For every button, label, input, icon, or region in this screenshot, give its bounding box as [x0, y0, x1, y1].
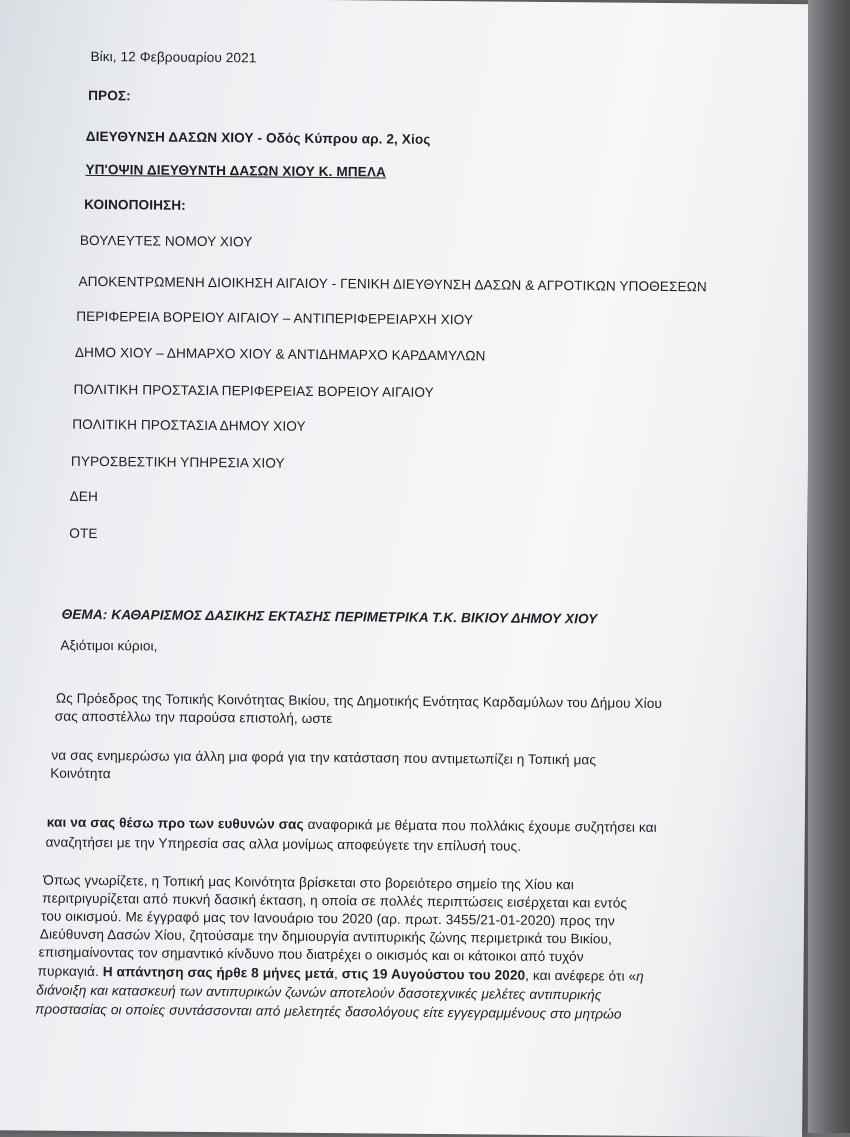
background-edge [808, 0, 850, 1133]
cc-item: ΔΕΗ [69, 488, 98, 505]
cc-item: ΠΥΡΟΣΒΕΣΤΙΚΗ ΥΠΗΡΕΣΙΑ ΧΙΟΥ [70, 453, 285, 471]
paragraph-line [47, 815, 657, 835]
to-label: ΠΡΟΣ: [88, 87, 131, 104]
paragraph-line: του οικισμού. Με έγγραφό μας τον Ιανουάριο του 2020 (αρ. πρωτ. 3455/21-01-2020) προς την [40, 908, 615, 929]
paragraph-line: επισημαίνοντας τον σημαντικό κίνδυνο που διατρέχει ο οικισμός και οι κάτοικοι από τυχόν [38, 944, 584, 965]
emphasis-text: και να σας θέσω προ των ευθυνών σας [46, 814, 304, 832]
paragraph-line [37, 964, 643, 984]
emphasis-text: Η απάντηση σας ήρθε 8 μήνες μετά [102, 964, 335, 982]
cc-item: ΒΟΥΛΕΥΤΕΣ ΝΟΜΟΥ ΧΙΟΥ [79, 232, 253, 250]
cc-item: ΑΠΟΚΕΝΤΡΩΜΕΝΗ ΔΙΟΙΚΗΣΗ ΑΙΓΑΙΟΥ - ΓΕΝΙΚΗ ΔΙΕΥΘΥΝΣΗ ΔΑΣΩΝ & ΑΓΡΟΤΙΚΩΝ ΥΠΟΘΕΣΕΩΝ [78, 273, 707, 295]
paragraph-text: , και ανέφερε ότι « [525, 967, 637, 984]
paragraph-line: να σας ενημερώσω για άλλη μια φορά για την κατάσταση που αντιμετωπίζει η Τοπική μας [51, 747, 597, 768]
cc-item: ΠΟΛΙΤΙΚΗ ΠΡΟΣΤΑΣΙΑ ΔΗΜΟΥ ΧΙΟΥ [72, 416, 306, 434]
attention-line: ΥΠ'ΟΨΙΝ ΔΙΕΥΘΥΝΤΗ ΔΑΣΩΝ ΧΙΟΥ Κ. ΜΠΕΛΑ [85, 161, 387, 180]
cc-label: ΚΟΙΝΟΠΟΙΗΣΗ: [84, 196, 186, 213]
quote-line: διάνοιξη και κατασκευή των αντιπυρικών ζωνών αποτελούν δασοτεχνικές μελέτες αντιπυρικής [36, 982, 602, 1003]
paragraph-line: Όπως γνωρίζετε, η Τοπική μας Κοινότητα βρίσκεται στο βορειότερο σημείο της Χίου και [43, 872, 574, 893]
paragraph-text: πυρκαγιά. [37, 963, 103, 980]
cc-item: ΠΟΛΙΤΙΚΗ ΠΡΟΣΤΑΣΙΑ ΠΕΡΙΦΕΡΕΙΑΣ ΒΟΡΕΙΟΥ ΑΙΓΑΙΟΥ [73, 381, 434, 400]
cc-item: ΠΕΡΙΦΕΡΕΙΑ ΒΟΡΕΙΟΥ ΑΙΓΑΙΟΥ – ΑΝΤΙΠΕΡΙΦΕΡΕΙΑΡΧΗ ΧΙΟΥ [76, 308, 474, 328]
cc-item: ΟΤΕ [69, 525, 98, 542]
greeting: Αξιότιμοι κύριοι, [60, 637, 158, 654]
quote-line: προστασίας οι οποίες συντάσσονται από μελετητές δασολόγους είτε εγγεγραμμένους στο μητρώο [35, 1001, 622, 1022]
paragraph-line: περιτριγυρίζεται από πυκνή δασική έκταση, η οποία σε πολλές περιπτώσεις εισέρχεται και εντός [42, 890, 628, 911]
cc-item: ΔΗΜΟ ΧΙΟΥ – ΔΗΜΑΡΧΟ ΧΙΟΥ & ΑΝΤΙΔΗΜΑΡΧΟ ΚΑΡΔΑΜΥΛΩΝ [74, 344, 486, 364]
subject-line: ΘΕΜΑ: ΚΑΘΑΡΙΣΜΟΣ ΔΑΣΙΚΗΣ ΕΚΤΑΣΗΣ ΠΕΡΙΜΕΤΡΙΚΑ Τ.Κ. ΒΙΚΙΟΥ ΔΗΜΟΥ ΧΙΟΥ [61, 606, 598, 627]
paragraph-line: σας αποστέλλω την παρούσα επιστολή, ωστε [54, 708, 333, 727]
to-address: ΔΙΕΥΘΥΝΣΗ ΔΑΣΩΝ ΧΙΟΥ - Οδός Κύπρου αρ. 2, Χίος [85, 128, 431, 147]
emphasis-text: στις 19 Αυγούστου του 2020 [341, 966, 526, 983]
paragraph-line: Διεύθυνση Δασών Χίου, ζητούσαμε την δημιουργία αντιπυρικής ζώνης περιμετρικά του Βικίου, [39, 926, 613, 947]
paragraph-line: Ως Πρόεδρος της Τοπικής Κοινότητας Βικίου, της Δημοτικής Ενότητας Καρδαμύλων του Δήμου Χίου [55, 690, 663, 711]
paragraph-line: Κοινότητα [50, 765, 111, 782]
paragraph-text: , [333, 966, 342, 982]
paragraph-line: αναζητήσει με την Υπηρεσία σας αλλα μονίμως αποφεύγετε την επίλυσή τους. [45, 834, 522, 854]
quote-text: η [636, 968, 644, 984]
paragraph-text: αναφορικά με θέματα που πολλάκις έχουμε συζητήσει και [303, 816, 657, 835]
date-line: Βίκι, 12 Φεβρουαρίου 2021 [90, 48, 257, 66]
